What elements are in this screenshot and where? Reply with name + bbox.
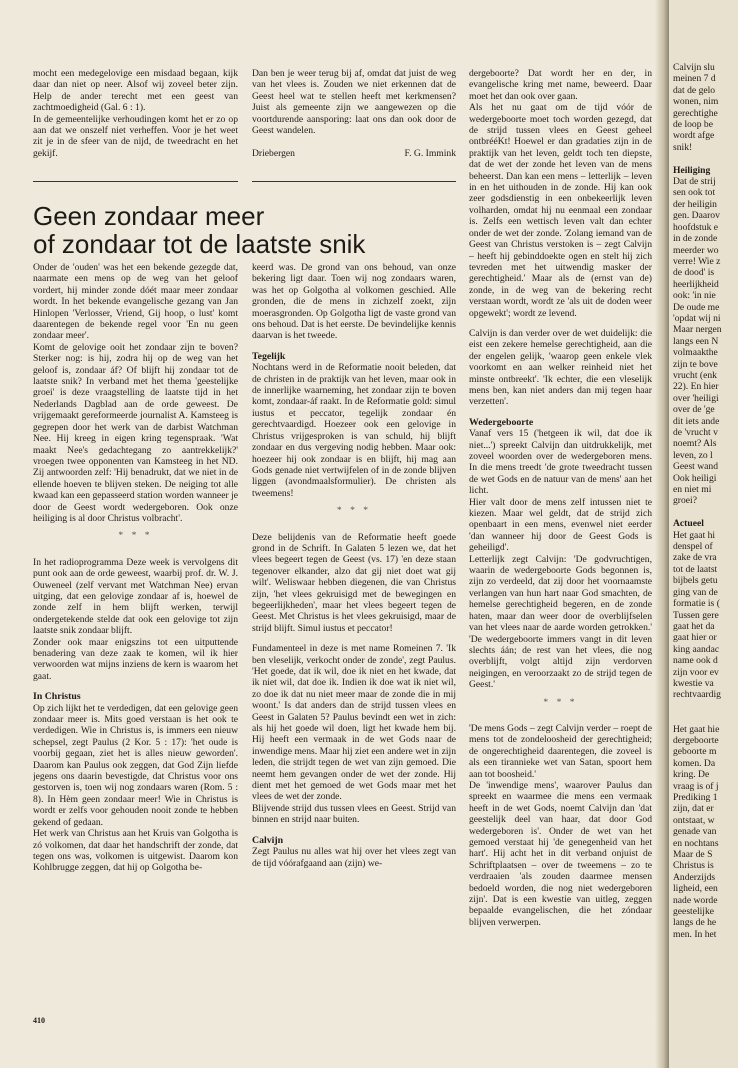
right-page-line: zijn te bove [673,358,718,370]
paragraph: Komt de gelovige ooit het zondaar zijn te boven? Sterker nog: is hij, zodra hij op de weg van het geloof is, zondaar áf? Of blijft hij zondaar tot de laatste snik? In verband met het thema 'geestelijke groei' is deze vraagstelling de laatste tijd in het Nederlands Dagblad aan de orde geweest. De vrijgemaakt gereformeerde journalist A. Kamsteeg is gegrepen door het werk van de darbist Watchman Nee. Hij kreeg in eigen kring tegenspraak. 'Wat maakt Nee's gedachtegang zo aantrekkelijk?' vroegen twee opponenten van Kamsteeg in het ND. Zij antwoorden zelf: 'Hij benadrukt, dat we niet in de ellende hoeven te blijven steken. De neiging tot alle kwaad kan een gepasseerd station worden wanneer je door de Geest wordt wedergeboren. Ook onze heiliging is al door Christus volbracht'. [33,341,238,524]
paragraph: keerd was. De grond van ons behoud, van onze bekering ligt daar. Toen wij nog zondaars waren, was het op Golgotha al volkomen geschied. Alle gronden, die de mens in zichzelf zoekt, zijn moerasgronden. Op Golgotha ligt de vaste grond van ons behoud. Dat is het eerste. De bevindelijke kennis daarvan is het tweede. [252,262,456,342]
article-column-2 [252,262,456,1008]
continuation-text-1: mocht een medegelovige een misdaad begaan, kijk daar dan niet op neer. Alsof wij zoveel beter zijn. Help de ander terecht met een geest van zachtmoedigheid (Gal. 6 : 1). In de gemeentelijke verhoudingen komt het er zo op aan dat we onszelf niet verheffen. Voor je het weet zit je in de sfeer van de nijd, de tweedracht en het gekijf. [33,68,238,159]
paragraph: 'De mens Gods – zegt Calvijn verder – roept de mens tot de zondeloosheid der gerechtigheid; de ongerechtigheid daarentegen, die zoveel is als een tirannieke wet van Satan, spoort hem aan tot boosheid.' [469,722,652,780]
right-page-line: gerechtighe [673,107,718,119]
right-page-line: wonen, nim [673,96,719,108]
right-page-line: wordt afge [673,130,715,142]
right-page-line: name ook d [673,655,718,667]
paragraph: Deze belijdenis van de Reformatie heeft goede grond in de Schrift. In Galaten 5 lezen we, dat het vlees begeert tegen de Geest (vs. 17) 'en deze staan tegenover elkander, alzo dat gij niet doet wat gij wilt'. Weliswaar hebben diegenen, die van Christus zijn, 'het vlees gekruisigd met de bewegingen en begeerlijkheden', maar het vlees begeert tegen de Geest. Met Christus is het vlees gekruisigd, maar de strijd blijft. Simul iustus et peccator! [252,531,456,634]
right-page-line [673,153,738,164]
right-page-line: zijn voor ev [673,666,719,678]
right-page-edge [669,0,738,1068]
right-page-line: zijn, dat er [673,803,714,815]
right-page-line: Christus is [673,860,714,872]
right-page-line: ging van de [673,586,718,598]
right-page-line: 22). En hier [673,381,719,393]
right-page-line: kwestie va [673,677,714,689]
right-page-line: gaat het da [673,620,715,632]
book-gutter [655,0,669,1068]
right-page-line: dat de gelo [673,84,716,96]
right-page-line: heerlijkheid [673,278,719,290]
section-divider-2 [252,181,456,182]
right-page-line: sen ook tot [673,187,716,199]
right-page-line: en niet mi [673,484,712,496]
right-page-line: gaat hier or [673,632,717,644]
right-page-line: gen. Daarov [673,210,720,222]
paragraph: Vanaf vers 15 ('hetgeen ik wil, dat doe ik niet...') spreekt Calvijn dan uitdrukkelijk, met zoveel woorden over de wedergeboren mens. In die mens treedt 'de grote tweedracht tussen de wet Gods en de natuur van de mens' aan het licht. [469,428,652,497]
right-page-line: Dat de strij [673,176,716,188]
right-page-column [673,62,738,940]
headline-line-1: Geen zondaar meer [33,201,265,231]
signature-author: F. G. Immink [404,148,456,160]
section-break: * * * [336,505,372,517]
paragraph: Zegt Paulus nu alles wat hij over het vlees zegt van de tijd vóórafgaand aan (zijn) we- [252,846,456,869]
article-column-3 [469,68,652,1008]
right-page-line: tot de laatst [673,563,718,575]
right-page-line: zake de vra [673,552,717,564]
right-page-line [673,507,738,518]
paragraph: Letterlijk zegt Calvijn: 'De godvruchtigen, waarin de wedergeboorte Gods begonnen is, zijn zo verdeeld, dat zij door het voornaamste verlangen van hun hart naar God smachten, de hemelse gerechtigheid begeren, en de zonde haten, maar dan weer door de overblijfselen van het vlees naar de aarde worden getrokken.' 'De wedergeboorte immers vangt in dit leven slechts áán; de rest van het vlees, die nog overblijft, volgt altijd zijn verdorven neigingen, en veroorzaakt zo de strijd tegen de Geest.' [469,553,652,691]
right-page-subheading: Heiliging [673,164,711,176]
paragraph: Calvijn is dan verder over de wet duidelijk: die eist een zekere hemelse gerechtigheid, aan die der engelen gelijk, 'waarop geen enkele vlek voorkomt en aan welker reinheid niet het minste ontbreekt'. 'Ik echter, die een vleselijk mens ben, kan niet anders dan mij tegen haar verzetten'. [469,327,652,408]
right-page-line: der heiligin [673,198,717,210]
right-page-line: geestelijke [673,906,715,918]
right-page-line [673,712,738,723]
right-page-line: bijbels getu [673,575,718,587]
right-page-line: dergeboorte [673,734,719,746]
right-page-line: formatie is ( [673,598,720,610]
continuation-column-2 [252,68,456,160]
right-page-line: de dood' is [673,267,715,279]
right-page-line: Maar de S [673,849,713,861]
right-page-line: Anderzijds [673,871,716,883]
subheading-calvijn: Calvijn [252,834,284,846]
right-page-line: Ook heiligi [673,472,717,484]
right-page-line: rechtvaardig [673,689,721,701]
right-page-line: 'opdat wij ni [673,312,721,324]
right-page-line: over 'heiligi [673,392,719,404]
right-page-line: De oude me [673,301,720,313]
right-page-line [673,701,738,712]
right-page-line: Prediking 1 [673,792,718,803]
right-page-line: vraag is of j [673,780,719,792]
right-page-line: dit iets ande [673,415,720,427]
right-page-line: noemt? Als [673,438,717,450]
paragraph: Als het nu gaat om de tijd vóór de wedergeboorte moet toch worden gezegd, dat de strijd tussen vlees en Geest geheel ontbrééKt! Hoewel er dan gradaties zijn in de praktijk van het leven, geldt toch ten diepste, dat de wet der zonde het leven van de mens beheerst. Dan kan een mens – letterlijk – leven in en het uithouden in de zonde. Hij kan ook zeer godsdienstig in een onbekeerlijk leven volharden, omdat hij nu eenmaal een zondaar is. Zelfs een wettisch leven valt dan echter onder de wet der zonde. 'Zolang iemand van de Geest van Christus verstoken is – zegt Calvijn – heeft hij gebinddoekte ogen en stelt hij zich tevreden met het uitwendig masker der gerechtigheid.' Maar als de (ernst van de) zonde, in de weg van de bekering recht verstaan wordt, wordt ze 'als uit de doden weer opgewekt'; wordt ze levend. [469,102,652,319]
right-page-line: kring. De [673,769,710,781]
right-page-line: langs de he [673,917,717,929]
right-page-line: en nochtans [673,837,719,849]
paragraph: Hier valt door de mens zelf intussen niet te kiezen. Maar wel geldt, dat de strijd zich openbaart in een mens, evenwel niet eerder 'dan wanneer hij door de Geest Gods is geheiligd'. [469,496,652,554]
right-page-line: king aandac [673,643,720,655]
paragraph: dergeboorte? Dat wordt her en der, in evangelische kring met name, beweerd. Daar moet het dan ook over gaan. [469,68,652,102]
continuation-column-1 [33,68,238,159]
right-page-line: nade worde [673,894,718,906]
right-page-line: Tussen gere [673,609,719,621]
paragraph: Fundamenteel in deze is met name Romeinen 7. 'Ik ben vleselijk, verkocht onder de zonde', zegt Paulus. 'Het goede, dat ik wil, doe ik niet en het kwade, dat ik niet wil, dat doe ik. Indien ik doe wat ik niet wil, zo doe ik dat nu niet meer maar de zonde die in mij woont.' Is dat anders dan de strijd tussen vlees en Geest in Galaten 5? Paulus bevindt een wet in zich: als hij het goede wil doen, ligt het kwade hem bij. Hij heeft een vermaak in de wet Gods naar de inwendige mens. Maar hij ziet een andere wet in zijn leden, die strijdt tegen de wet van zijn gemoed. Die neemt hem gevangen onder de wet der zonde. Hij dient met het gemoed de wet Gods maar met het vlees de wet der zonde. [252,643,456,803]
right-page-line: Calvijn slu [673,62,715,73]
continuation-text-2: Dan ben je weer terug bij af, omdat dat juist de weg van het vlees is. Zouden we niet erkennen dat de Geest heel wat te stellen heeft met kerkmensen? Juist als gemeente zijn we aangewezen op die voortdurende aansporing: laat ons dan ook door de Geest wandelen. [252,68,456,137]
right-page-line: meinen 7 d [673,73,716,85]
section-break: * * * [118,530,153,542]
right-page-line: denspel of [673,541,713,553]
right-page-line: meerder wo [673,244,719,256]
right-page-line: Maar nergen [673,324,722,336]
article-column-1 [33,262,238,1008]
page-number: 410 [33,1016,45,1025]
right-page-line: verre! Wie z [673,255,721,267]
right-page-line: vrucht (enk [673,369,717,381]
right-page-line: de loop be [673,119,713,131]
right-page-line: geboorte m [673,746,717,758]
headline-line-2: of zondaar tot de laatste snik [33,229,366,259]
right-page-line: langs een N [673,335,719,347]
paragraph: In het radioprogramma Deze week is vervolgens dit punt ook aan de orde geweest, waarbij prof. dr. W. J. Ouweneel (zelf vervant met Watchman Nee) ervan uitging, dat een gelovige zondaar af is, hoewel de zonde zelf in hem blijft werken, terwijl ondergetekende stelde dat ook een gelovige tot zijn laatste snik zondaar blijft. [33,556,238,637]
article-headline [33,202,463,258]
right-page-line: hoofdstuk e [673,221,719,233]
right-page-line: snik! [673,141,693,153]
right-page-line: de 'vrucht v [673,427,718,438]
section-divider [33,181,238,182]
right-page-line: ontstaat, w [673,814,715,826]
subheading-in-christus: In Christus [33,691,81,703]
right-page-line: genade van [673,826,717,838]
right-page-line: groei? [673,495,697,507]
right-page-line: in de zonde [673,233,718,245]
right-page-line: leven, zo l [673,449,713,461]
section-break: * * * [543,696,578,708]
paragraph: Het werk van Christus aan het Kruis van Golgotha is zó volkomen, dat daar het handschrift der zonde, dat tegen ons was, volkomen is uitgewist. Daarom kon Kohlbrugge zeggen, dat hij op Golgotha be- [33,828,238,874]
paragraph: Op zich lijkt het te verdedigen, dat een gelovige geen zondaar meer is. Mits goed verstaan is het ook te verdedigen. Wie in Christus is, is immers een nieuw schepsel, zegt Paulus (2 Kor. 5 : 17): 'het oude is voorbij gegaan, ziet het is alles nieuw geworden'. Daarom kan Paulus ook zeggen, dat God Zijn liefde jegens ons daarin bevestigde, dat Christus voor ons gestorven is, toen wij nog zondaars waren (Rom. 5 : 8). In Hèm geen zondaar meer! Wie in Christus is wordt er zelfs voor gehouden nooit zonde te hebben gekend of gedaan. [33,702,238,828]
right-page-line: Geest wand [673,461,719,473]
right-page-subheading: Actueel [673,518,704,530]
paragraph: Zonder ook maar enigszins tot een uitputtende benadering van deze zaak te komen, wil ik hier verwoorden wat mijns inziens de kern is waarom het gaat. [33,636,238,682]
right-page-line: men. In het [673,928,717,940]
subheading-wedergeboorte: Wedergeboorte [469,416,534,428]
right-page-line: komen. Da [673,757,716,769]
right-page-line: ligheid, een [673,883,718,895]
right-page-line: Het gaat hi [673,529,716,541]
signature-place: Driebergen [252,148,295,160]
right-page-line: Het gaat hie [673,723,720,735]
paragraph: Onder de 'ouden' was het een bekende gezegde dat, naarmate een mens op de weg van het geloof vordert, hij minder zonde dóét maar meer zondaar wordt. In het bekende evangelische gezang van Jan Hinlopen 'Verlosser, Vriend, Gij hoop, o lust' komt daarentegen de bekende regel voor 'En nu geen zondaar meer'. [33,262,238,342]
subheading-tegelijk: Tegelijk [252,350,286,362]
right-page-line: ook: 'in nie [673,290,716,302]
paragraph: Blijvende strijd dus tussen vlees en Geest. Strijd van binnen en strijd naar buiten. [252,802,456,826]
right-page-line: volmaakthe [673,347,718,359]
right-page-line: over de 'ge [673,404,715,416]
paragraph: De 'inwendige mens', waarover Paulus dan spreekt en waarmee die mens een vermaak heeft in de wet Gods, noemt Calvijn dan 'dat geestelijk deel van haar, dat door God wedergeboren is'. Onder de wet van het gemoed verstaat hij 'de genegenheid van het hart'. Hij acht het in dit verband onjuist de Schriftplaatsen – over de tweemens – zo te verdraaien 'als zouden daarmee mensen bedoeld worden, die nog niet wedergeboren zijn'. Dat is een kwestie van uitleg, zeggen bepaalde evangelischen, die het zóndaar blijven verwerpen. [469,779,652,928]
paragraph: Nochtans werd in de Reformatie nooit beleden, dat de christen in de praktijk van het leven, maar ook in de innerlijke waarneming, het zondaar zijn te boven komt, zondaar-áf raakt. In de Reformatie gold: simul iustus et peccator, tegelijk zondaar én gerechtvaardigd. Hoezeer ook een gelovige in Christus vrijgesproken is van schuld, hij blijft zondaar en dus vergeving nodig hebben. Maar ook: hoezeer hij ook zondaar is en blijft, hij mag aan Gods genade niet vertwijfelen of in de zonde blijven liggen (avondmaalsformulier). De christen als tweemens! [252,362,456,499]
